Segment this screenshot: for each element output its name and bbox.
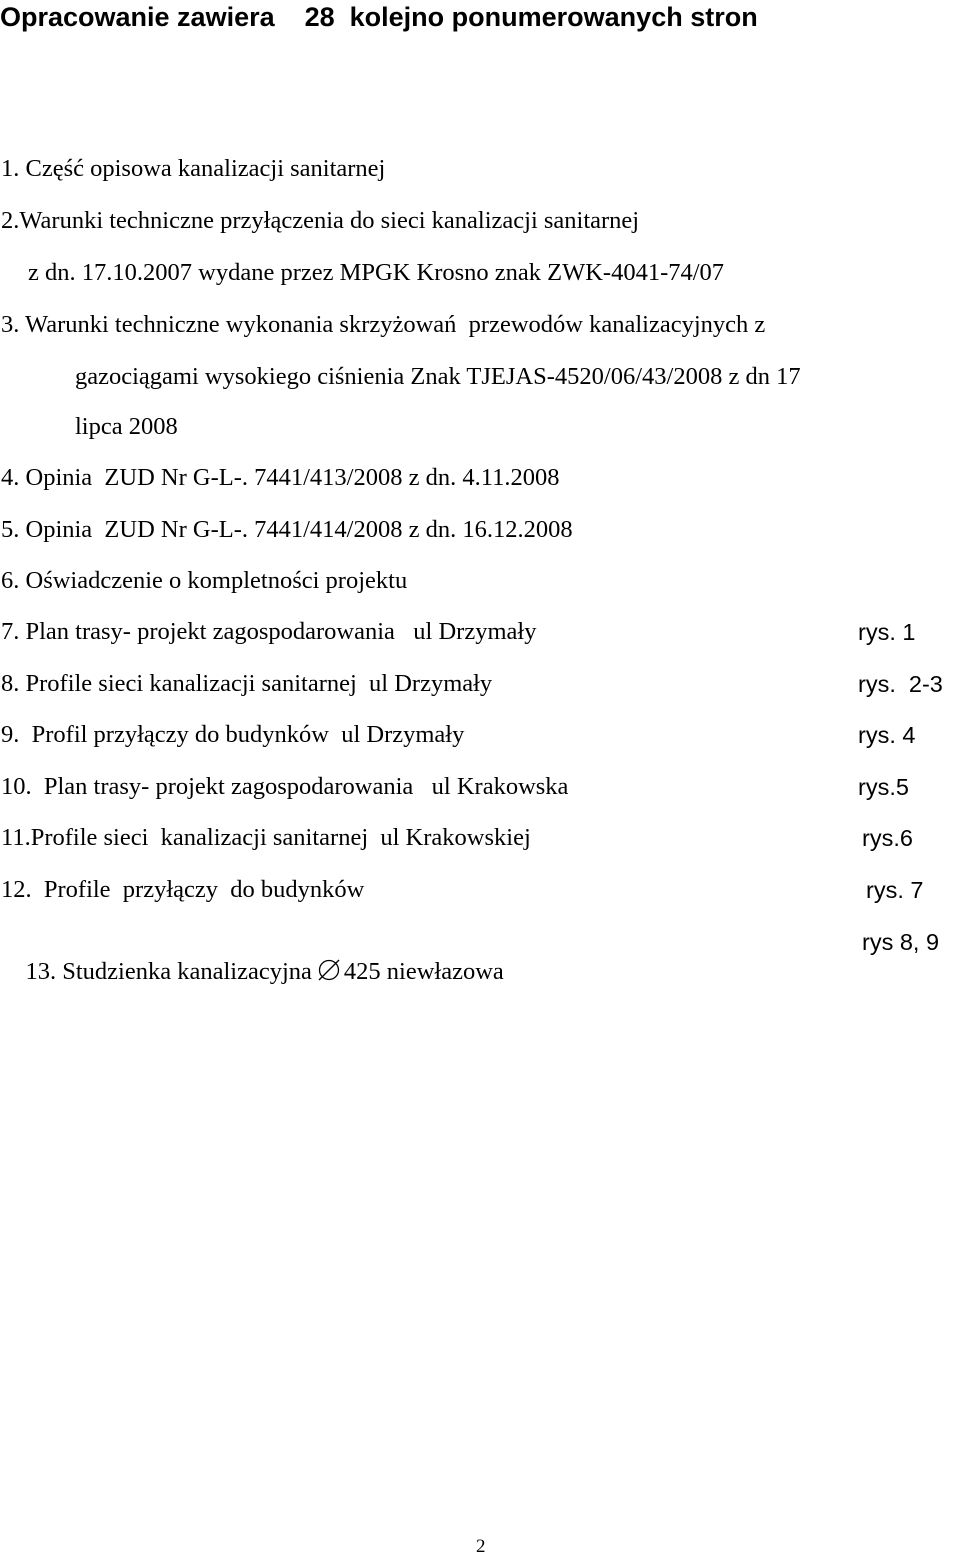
list-item-9-ref: rys. 4	[858, 722, 916, 748]
list-item-2: 2.Warunki techniczne przyłączenia do sieci kanalizacji sanitarnej	[1, 207, 640, 234]
list-item-3: 3. Warunki techniczne wykonania skrzyżowań przewodów kanalizacyjnych z	[1, 311, 766, 338]
list-item-12-ref: rys. 7	[866, 877, 924, 903]
list-item-1: 1. Część opisowa kanalizacji sanitarnej	[1, 155, 386, 182]
page-number: 2	[476, 1536, 486, 1557]
document-heading: Opracowanie zawiera 28 kolejno ponumerowanych stron	[0, 2, 758, 32]
list-item-11-ref: rys.6	[862, 825, 913, 851]
list-item-11: 11.Profile sieci kanalizacji sanitarnej ul Krakowskiej	[1, 824, 531, 851]
list-item-13-ref: rys 8, 9	[862, 929, 940, 955]
list-item-10-ref: rys.5	[858, 774, 909, 800]
list-item-7: 7. Plan trasy- projekt zagospodarowania ul Drzymały	[1, 618, 537, 645]
list-item-12: 12. Profile przyłączy do budynków	[1, 876, 365, 903]
list-item-3-continuation: gazociągami wysokiego ciśnienia Znak TJEJAS-4520/06/43/2008 z dn 17	[75, 363, 801, 390]
list-item-13-value: 425 niewłazowa	[343, 958, 504, 985]
list-item-9: 9. Profil przyłączy do budynków ul Drzymały	[1, 721, 465, 748]
list-item-8-ref: rys. 2-3	[858, 671, 943, 697]
list-item-2-continuation: z dn. 17.10.2007 wydane przez MPGK Krosno znak ZWK-4041-74/07	[28, 259, 725, 286]
list-item-4: 4. Opinia ZUD Nr G-L-. 7441/413/2008 z dn. 4.11.2008	[1, 464, 560, 491]
list-item-3-continuation-2: lipca 2008	[75, 413, 178, 440]
list-item-13-label: 13. Studzienka kanalizacyjna	[25, 958, 312, 985]
list-item-6: 6. Oświadczenie o kompletności projektu	[1, 567, 408, 594]
list-item-7-ref: rys. 1	[858, 619, 916, 645]
list-item-13	[1, 927, 504, 1017]
list-item-5: 5. Opinia ZUD Nr G-L-. 7441/414/2008 z dn. 16.12.2008	[1, 516, 573, 543]
list-item-8: 8. Profile sieci kanalizacji sanitarnej ul Drzymały	[1, 670, 493, 697]
diameter-symbol-icon	[318, 959, 340, 981]
list-item-10: 10. Plan trasy- projekt zagospodarowania ul Krakowska	[1, 773, 569, 800]
